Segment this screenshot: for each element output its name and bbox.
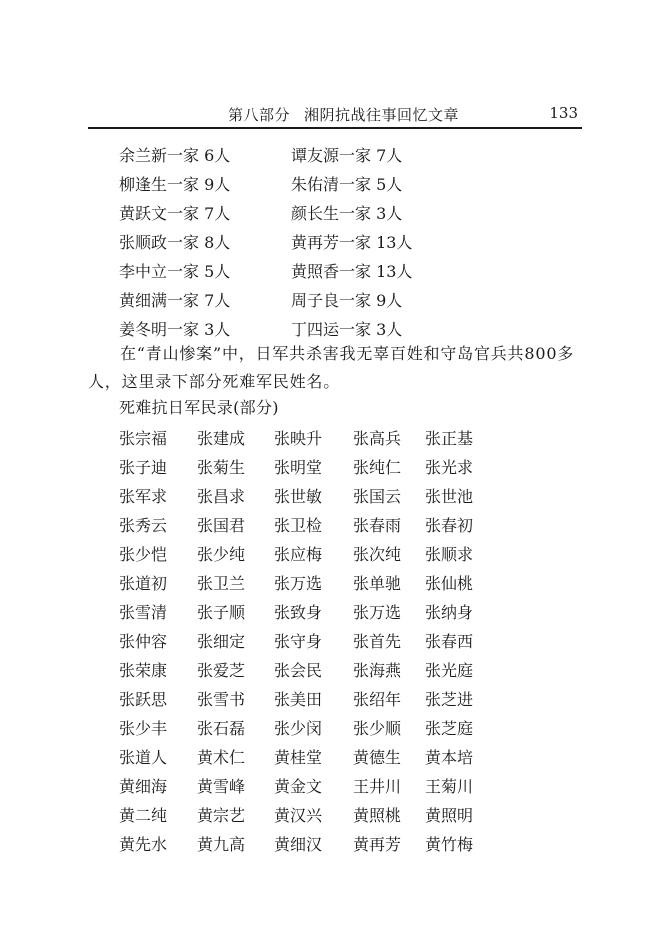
name-entry: 张少恺 — [119, 545, 168, 564]
name-entry: 张石磊 — [197, 719, 246, 738]
name-entry: 张应梅 — [274, 545, 323, 564]
name-entry: 张春初 — [425, 516, 474, 535]
name-row — [119, 684, 497, 713]
name-entry: 张跃思 — [119, 690, 168, 709]
name-entry: 张子顺 — [197, 603, 246, 622]
family-entry: 余兰新一家 6人 — [119, 146, 231, 165]
name-row — [119, 829, 497, 858]
name-entry: 张会民 — [274, 661, 323, 680]
name-entry: 张军求 — [119, 487, 168, 506]
name-row — [119, 626, 497, 655]
name-entry: 黄细汉 — [274, 835, 323, 854]
page-number: 133 — [549, 104, 578, 122]
name-entry: 黄雪峰 — [197, 777, 246, 796]
family-row — [119, 314, 459, 343]
name-entry: 黄汉兴 — [274, 806, 323, 825]
name-entry: 黄术仁 — [197, 748, 246, 767]
name-row — [119, 452, 497, 481]
family-row — [119, 140, 459, 169]
name-entry: 张秀云 — [119, 516, 168, 535]
name-entry: 张光庭 — [425, 661, 474, 680]
name-entry: 张仲容 — [119, 632, 168, 651]
name-entry: 黄先水 — [119, 835, 168, 854]
name-entry: 黄宗艺 — [197, 806, 246, 825]
name-entry: 张细定 — [197, 632, 246, 651]
name-entry: 张卫检 — [274, 516, 323, 535]
name-entry: 王菊川 — [425, 777, 474, 796]
family-entry: 张顺政一家 8人 — [119, 233, 231, 252]
name-entry: 张少顺 — [353, 719, 402, 738]
name-row — [119, 655, 497, 684]
name-entry: 张纯仁 — [353, 458, 402, 477]
name-entry: 黄金文 — [274, 777, 323, 796]
family-entry: 李中立一家 5人 — [119, 262, 231, 281]
victim-name-list — [119, 423, 497, 858]
name-entry: 张致身 — [274, 603, 323, 622]
family-list — [119, 140, 459, 343]
name-row — [119, 423, 497, 452]
family-entry: 黄再芳一家 13人 — [290, 233, 413, 252]
body-paragraph: 在“青山惨案”中，日军共杀害我无辜百姓和守岛官兵共800多人，这里录下部分死难军民姓名。 — [88, 344, 575, 391]
name-entry: 黄细海 — [119, 777, 168, 796]
name-entry: 张芝进 — [425, 690, 474, 709]
name-entry: 黄再芳 — [353, 835, 402, 854]
header-chapter-title: 湘阴抗战往事回忆文章 — [304, 106, 460, 124]
family-entry: 黄照香一家 13人 — [290, 262, 413, 281]
family-row — [119, 285, 459, 314]
name-entry: 张正基 — [425, 429, 474, 448]
name-entry: 张宗福 — [119, 429, 168, 448]
name-row — [119, 800, 497, 829]
name-entry: 张首先 — [353, 632, 402, 651]
name-entry: 张雪清 — [119, 603, 168, 622]
name-entry: 张明堂 — [274, 458, 323, 477]
name-entry: 张道初 — [119, 574, 168, 593]
family-row — [119, 169, 459, 198]
name-entry: 张绍年 — [353, 690, 402, 709]
name-entry: 张万选 — [274, 574, 323, 593]
name-entry: 黄竹梅 — [425, 835, 474, 854]
family-entry: 丁四运一家 3人 — [290, 320, 403, 339]
name-entry: 张仙桃 — [425, 574, 474, 593]
family-entry: 颜长生一家 3人 — [290, 204, 403, 223]
header-title — [228, 104, 459, 125]
name-row — [119, 481, 497, 510]
name-entry: 张单驰 — [353, 574, 402, 593]
name-entry: 黄照明 — [425, 806, 474, 825]
name-entry: 张光求 — [425, 458, 474, 477]
name-entry: 黄照桃 — [353, 806, 402, 825]
family-entry: 黄跃文一家 7人 — [119, 204, 231, 223]
name-entry: 张子迪 — [119, 458, 168, 477]
name-entry: 张世敏 — [274, 487, 323, 506]
family-entry: 姜冬明一家 3人 — [119, 320, 231, 339]
name-entry: 张顺求 — [425, 545, 474, 564]
name-entry: 张菊生 — [197, 458, 246, 477]
family-entry: 黄细满一家 7人 — [119, 291, 231, 310]
name-entry: 黄本培 — [425, 748, 474, 767]
header-part: 第八部分 — [228, 106, 291, 124]
name-entry: 张雪书 — [197, 690, 246, 709]
list-title: 死难抗日军民录(部分) — [119, 398, 279, 417]
name-entry: 张芝庭 — [425, 719, 474, 738]
name-entry: 张次纯 — [353, 545, 402, 564]
name-entry: 黄九高 — [197, 835, 246, 854]
family-row — [119, 256, 459, 285]
name-row — [119, 713, 497, 742]
name-entry: 张映升 — [274, 429, 323, 448]
family-entry: 周子良一家 9人 — [290, 291, 403, 310]
name-entry: 张海燕 — [353, 661, 402, 680]
name-entry: 黄桂堂 — [274, 748, 323, 767]
name-entry: 张少纯 — [197, 545, 246, 564]
name-entry: 张建成 — [197, 429, 246, 448]
family-entry: 柳逢生一家 9人 — [119, 175, 231, 194]
name-row — [119, 510, 497, 539]
name-entry: 张守身 — [274, 632, 323, 651]
name-row — [119, 771, 497, 800]
name-entry: 张少丰 — [119, 719, 168, 738]
name-row — [119, 539, 497, 568]
name-entry: 张万选 — [353, 603, 402, 622]
name-entry: 王井川 — [353, 777, 402, 796]
name-entry: 张美田 — [274, 690, 323, 709]
name-entry: 张春西 — [425, 632, 474, 651]
name-entry: 张春雨 — [353, 516, 402, 535]
name-entry: 张荣康 — [119, 661, 168, 680]
running-header — [88, 100, 582, 130]
name-entry: 张高兵 — [353, 429, 402, 448]
name-entry: 张国云 — [353, 487, 402, 506]
family-entry: 朱佑清一家 5人 — [290, 175, 403, 194]
name-entry: 张纳身 — [425, 603, 474, 622]
name-entry: 张道人 — [119, 748, 168, 767]
name-entry: 黄二纯 — [119, 806, 168, 825]
name-entry: 张卫兰 — [197, 574, 246, 593]
family-row — [119, 227, 459, 256]
family-row — [119, 198, 459, 227]
name-row — [119, 568, 497, 597]
name-entry: 张少闵 — [274, 719, 323, 738]
name-row — [119, 742, 497, 771]
name-entry: 张世池 — [425, 487, 474, 506]
name-entry: 张国君 — [197, 516, 246, 535]
name-entry: 黄德生 — [353, 748, 402, 767]
name-entry: 张昌求 — [197, 487, 246, 506]
family-entry: 谭友源一家 7人 — [290, 146, 403, 165]
header-rule — [88, 127, 582, 129]
name-entry: 张爱芝 — [197, 661, 246, 680]
name-row — [119, 597, 497, 626]
